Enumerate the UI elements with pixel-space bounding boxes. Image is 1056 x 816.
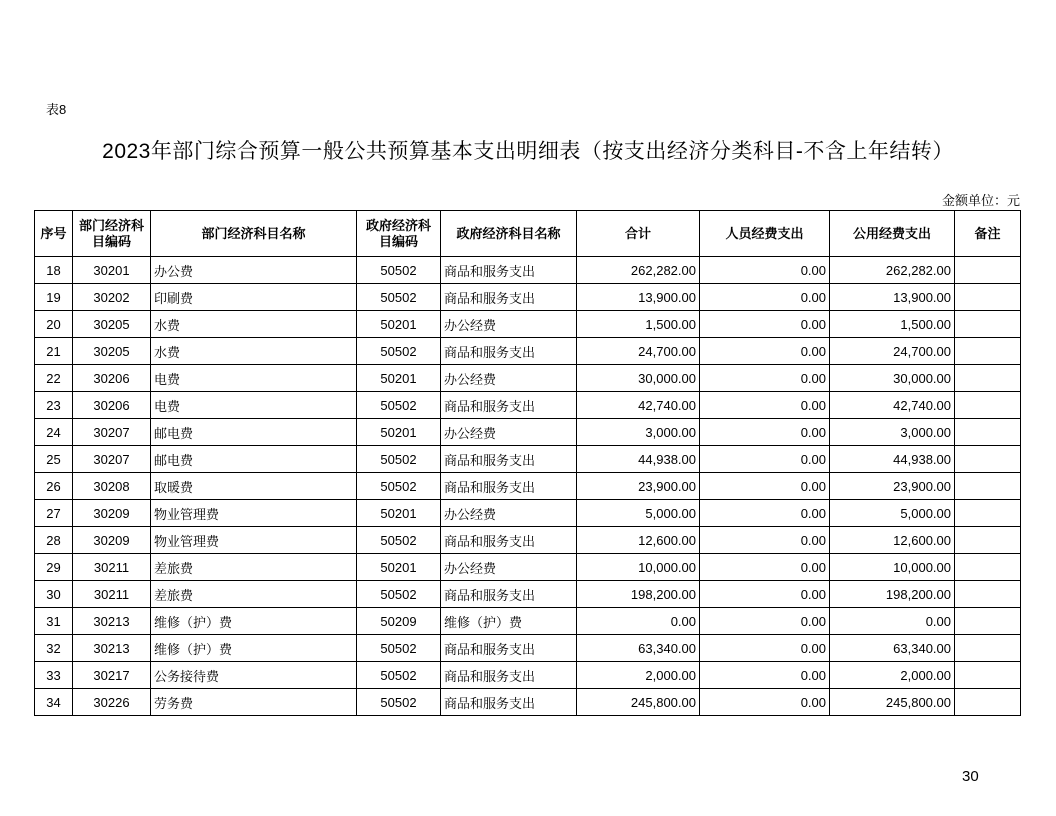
amount-unit-label: 金额单位：元 xyxy=(941,193,1020,208)
cell-gov-code: 50209 xyxy=(357,608,441,635)
cell-dept-code: 30202 xyxy=(73,284,151,311)
cell-total: 1,500.00 xyxy=(577,311,700,338)
cell-gov-name: 商品和服务支出 xyxy=(441,392,577,419)
cell-gov-name: 办公经费 xyxy=(441,365,577,392)
cell-remarks xyxy=(955,635,1021,662)
cell-total: 2,000.00 xyxy=(577,662,700,689)
table-row xyxy=(35,635,1021,662)
cell-index: 33 xyxy=(35,662,73,689)
table-header-row xyxy=(35,211,1021,257)
cell-total: 30,000.00 xyxy=(577,365,700,392)
cell-public: 5,000.00 xyxy=(830,500,955,527)
table-row xyxy=(35,689,1021,716)
cell-public: 1,500.00 xyxy=(830,311,955,338)
table-row xyxy=(35,365,1021,392)
table-row xyxy=(35,473,1021,500)
header-gov-code: 政府经济科目编码 xyxy=(357,211,441,257)
cell-personnel: 0.00 xyxy=(700,635,830,662)
cell-public: 30,000.00 xyxy=(830,365,955,392)
cell-dept-code: 30213 xyxy=(73,608,151,635)
cell-dept-code: 30201 xyxy=(73,257,151,284)
cell-dept-code: 30206 xyxy=(73,365,151,392)
cell-total: 63,340.00 xyxy=(577,635,700,662)
cell-dept-code: 30205 xyxy=(73,311,151,338)
cell-gov-name: 维修（护）费 xyxy=(441,608,577,635)
cell-remarks xyxy=(955,662,1021,689)
cell-public: 23,900.00 xyxy=(830,473,955,500)
table-row xyxy=(35,500,1021,527)
cell-personnel: 0.00 xyxy=(700,581,830,608)
cell-gov-name: 办公经费 xyxy=(441,500,577,527)
cell-remarks xyxy=(955,689,1021,716)
cell-gov-code: 50201 xyxy=(357,554,441,581)
cell-remarks xyxy=(955,446,1021,473)
cell-dept-name: 邮电费 xyxy=(151,446,357,473)
cell-remarks xyxy=(955,527,1021,554)
cell-personnel: 0.00 xyxy=(700,689,830,716)
cell-dept-name: 公务接待费 xyxy=(151,662,357,689)
cell-remarks xyxy=(955,257,1021,284)
cell-public: 245,800.00 xyxy=(830,689,955,716)
cell-public: 198,200.00 xyxy=(830,581,955,608)
cell-gov-name: 商品和服务支出 xyxy=(441,527,577,554)
cell-gov-name: 商品和服务支出 xyxy=(441,635,577,662)
cell-gov-name: 商品和服务支出 xyxy=(441,689,577,716)
cell-remarks xyxy=(955,473,1021,500)
cell-index: 19 xyxy=(35,284,73,311)
cell-index: 31 xyxy=(35,608,73,635)
cell-remarks xyxy=(955,608,1021,635)
cell-gov-name: 商品和服务支出 xyxy=(441,662,577,689)
cell-dept-code: 30207 xyxy=(73,446,151,473)
cell-public: 44,938.00 xyxy=(830,446,955,473)
cell-total: 0.00 xyxy=(577,608,700,635)
cell-gov-code: 50201 xyxy=(357,365,441,392)
cell-personnel: 0.00 xyxy=(700,338,830,365)
cell-gov-name: 商品和服务支出 xyxy=(441,257,577,284)
page-title: 2023年部门综合预算一般公共预算基本支出明细表（按支出经济分类科目-不含上年结转） xyxy=(102,140,954,163)
table-label: 表8 xyxy=(46,102,67,117)
cell-gov-name: 商品和服务支出 xyxy=(441,284,577,311)
table-row xyxy=(35,392,1021,419)
table-row xyxy=(35,257,1021,284)
cell-personnel: 0.00 xyxy=(700,554,830,581)
cell-dept-name: 电费 xyxy=(151,365,357,392)
cell-total: 23,900.00 xyxy=(577,473,700,500)
cell-dept-name: 水费 xyxy=(151,338,357,365)
table-row xyxy=(35,581,1021,608)
cell-gov-code: 50502 xyxy=(357,689,441,716)
cell-gov-code: 50502 xyxy=(357,527,441,554)
page-number: 30 xyxy=(962,768,979,785)
cell-personnel: 0.00 xyxy=(700,662,830,689)
cell-total: 12,600.00 xyxy=(577,527,700,554)
cell-personnel: 0.00 xyxy=(700,257,830,284)
header-personnel: 人员经费支出 xyxy=(700,211,830,257)
cell-public: 42,740.00 xyxy=(830,392,955,419)
cell-index: 30 xyxy=(35,581,73,608)
cell-dept-code: 30213 xyxy=(73,635,151,662)
cell-personnel: 0.00 xyxy=(700,608,830,635)
cell-dept-name: 邮电费 xyxy=(151,419,357,446)
cell-remarks xyxy=(955,338,1021,365)
cell-index: 22 xyxy=(35,365,73,392)
cell-gov-code: 50201 xyxy=(357,311,441,338)
cell-index: 32 xyxy=(35,635,73,662)
cell-index: 26 xyxy=(35,473,73,500)
cell-total: 10,000.00 xyxy=(577,554,700,581)
cell-dept-code: 30208 xyxy=(73,473,151,500)
header-remarks: 备注 xyxy=(955,211,1021,257)
cell-personnel: 0.00 xyxy=(700,500,830,527)
cell-dept-name: 差旅费 xyxy=(151,554,357,581)
cell-personnel: 0.00 xyxy=(700,419,830,446)
cell-personnel: 0.00 xyxy=(700,473,830,500)
cell-total: 13,900.00 xyxy=(577,284,700,311)
header-total: 合计 xyxy=(577,211,700,257)
cell-dept-name: 电费 xyxy=(151,392,357,419)
cell-personnel: 0.00 xyxy=(700,527,830,554)
cell-remarks xyxy=(955,365,1021,392)
cell-index: 23 xyxy=(35,392,73,419)
table-body xyxy=(35,257,1021,716)
cell-dept-name: 差旅费 xyxy=(151,581,357,608)
cell-gov-code: 50502 xyxy=(357,662,441,689)
cell-dept-code: 30209 xyxy=(73,527,151,554)
table-row xyxy=(35,419,1021,446)
cell-dept-code: 30211 xyxy=(73,581,151,608)
cell-personnel: 0.00 xyxy=(700,311,830,338)
budget-table xyxy=(34,210,1021,716)
cell-gov-name: 商品和服务支出 xyxy=(441,473,577,500)
cell-personnel: 0.00 xyxy=(700,446,830,473)
cell-total: 245,800.00 xyxy=(577,689,700,716)
cell-dept-code: 30226 xyxy=(73,689,151,716)
cell-dept-code: 30217 xyxy=(73,662,151,689)
cell-dept-name: 印刷费 xyxy=(151,284,357,311)
cell-public: 12,600.00 xyxy=(830,527,955,554)
header-dept-name: 部门经济科目名称 xyxy=(151,211,357,257)
cell-gov-name: 商品和服务支出 xyxy=(441,581,577,608)
cell-gov-code: 50502 xyxy=(357,635,441,662)
cell-gov-name: 办公经费 xyxy=(441,311,577,338)
cell-remarks xyxy=(955,311,1021,338)
cell-public: 10,000.00 xyxy=(830,554,955,581)
cell-dept-name: 维修（护）费 xyxy=(151,635,357,662)
cell-remarks xyxy=(955,554,1021,581)
cell-dept-name: 取暖费 xyxy=(151,473,357,500)
cell-dept-code: 30205 xyxy=(73,338,151,365)
cell-public: 63,340.00 xyxy=(830,635,955,662)
header-public: 公用经费支出 xyxy=(830,211,955,257)
cell-public: 24,700.00 xyxy=(830,338,955,365)
cell-gov-code: 50502 xyxy=(357,446,441,473)
cell-index: 24 xyxy=(35,419,73,446)
cell-dept-code: 30209 xyxy=(73,500,151,527)
cell-public: 13,900.00 xyxy=(830,284,955,311)
cell-gov-name: 办公经费 xyxy=(441,554,577,581)
cell-index: 34 xyxy=(35,689,73,716)
cell-dept-name: 水费 xyxy=(151,311,357,338)
cell-total: 3,000.00 xyxy=(577,419,700,446)
cell-dept-code: 30211 xyxy=(73,554,151,581)
cell-total: 262,282.00 xyxy=(577,257,700,284)
table-row xyxy=(35,662,1021,689)
cell-index: 27 xyxy=(35,500,73,527)
cell-public: 0.00 xyxy=(830,608,955,635)
cell-gov-code: 50502 xyxy=(357,257,441,284)
cell-personnel: 0.00 xyxy=(700,365,830,392)
cell-public: 2,000.00 xyxy=(830,662,955,689)
cell-remarks xyxy=(955,581,1021,608)
cell-remarks xyxy=(955,392,1021,419)
cell-index: 20 xyxy=(35,311,73,338)
cell-gov-name: 商品和服务支出 xyxy=(441,338,577,365)
cell-public: 3,000.00 xyxy=(830,419,955,446)
table-row xyxy=(35,284,1021,311)
table-row xyxy=(35,554,1021,581)
cell-dept-name: 物业管理费 xyxy=(151,500,357,527)
cell-gov-code: 50201 xyxy=(357,419,441,446)
cell-gov-code: 50502 xyxy=(357,338,441,365)
cell-dept-name: 办公费 xyxy=(151,257,357,284)
table-row xyxy=(35,311,1021,338)
cell-total: 42,740.00 xyxy=(577,392,700,419)
table-row xyxy=(35,608,1021,635)
cell-remarks xyxy=(955,500,1021,527)
header-dept-code: 部门经济科目编码 xyxy=(73,211,151,257)
cell-dept-name: 物业管理费 xyxy=(151,527,357,554)
cell-gov-name: 商品和服务支出 xyxy=(441,446,577,473)
cell-dept-name: 维修（护）费 xyxy=(151,608,357,635)
cell-index: 28 xyxy=(35,527,73,554)
cell-total: 44,938.00 xyxy=(577,446,700,473)
cell-gov-code: 50502 xyxy=(357,581,441,608)
cell-total: 24,700.00 xyxy=(577,338,700,365)
header-index: 序号 xyxy=(35,211,73,257)
cell-personnel: 0.00 xyxy=(700,284,830,311)
cell-gov-code: 50502 xyxy=(357,392,441,419)
cell-gov-code: 50201 xyxy=(357,500,441,527)
cell-remarks xyxy=(955,419,1021,446)
cell-dept-name: 劳务费 xyxy=(151,689,357,716)
cell-index: 29 xyxy=(35,554,73,581)
cell-public: 262,282.00 xyxy=(830,257,955,284)
cell-index: 25 xyxy=(35,446,73,473)
cell-total: 5,000.00 xyxy=(577,500,700,527)
cell-index: 21 xyxy=(35,338,73,365)
table-row xyxy=(35,446,1021,473)
cell-dept-code: 30207 xyxy=(73,419,151,446)
cell-gov-name: 办公经费 xyxy=(441,419,577,446)
cell-gov-code: 50502 xyxy=(357,284,441,311)
cell-personnel: 0.00 xyxy=(700,392,830,419)
table-row xyxy=(35,338,1021,365)
cell-dept-code: 30206 xyxy=(73,392,151,419)
cell-remarks xyxy=(955,284,1021,311)
header-gov-name: 政府经济科目名称 xyxy=(441,211,577,257)
cell-gov-code: 50502 xyxy=(357,473,441,500)
table-row xyxy=(35,527,1021,554)
cell-index: 18 xyxy=(35,257,73,284)
cell-total: 198,200.00 xyxy=(577,581,700,608)
